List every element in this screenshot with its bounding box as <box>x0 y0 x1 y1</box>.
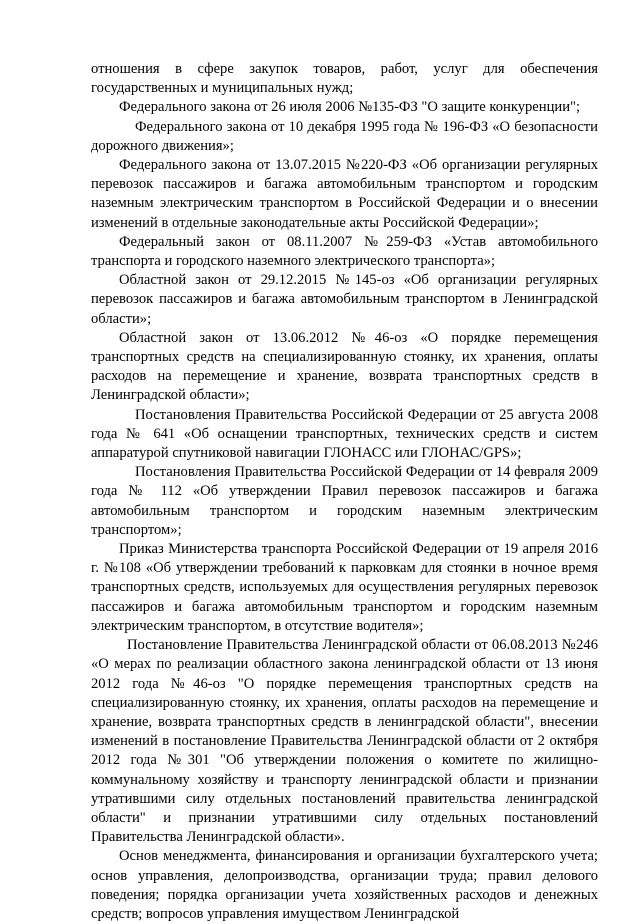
paragraph-resolution-246: Постановление Правительства Ленинградской области от 06.08.2013 №246 «О мерах по реализации областного закона ленинградской области от 13 июня 2012 года №46-оз "О порядке перемещения транспортных средств на специализированную стоянку, их хранения, оплаты расходов на перемещение и хранение, возврата транспортных средств в ленинградской области", внесении изменений в постановление Правительства Ленинградской области от 2 октября 2012 года №301 "Об утверждении положения о комитете по жилищно-коммунальному хозяйству и транспорту ленинградской области и признании утратившими силу отдельных постановлений правительства ленинградской области" и признании утратившими силу отдельных постановлений Правительства Ленинградской области». <box>91 637 598 846</box>
paragraph-procurement: отношения в сфере закупок товаров, работ, услуг для обеспечения государственных и муниципальных нужд; <box>91 61 598 97</box>
paragraph-law-135-fz: Федерального закона от 26 июля 2006 №135-ФЗ "О защите конкуренции"; <box>119 99 581 116</box>
paragraph-law-220-fz: Федерального закона от 13.07.2015 №220-ФЗ «Об организации регулярных перевозок пассажиров и багажа автомобильным транспортом и городским наземным электрическим транспортом в Российской Федерации и о внесении изменений в отдельные законодательные акты Российской Федерации»; <box>91 157 598 231</box>
paragraph-law-259-fz: Федеральный закон от 08.11.2007 №259-ФЗ «Устав автомобильного транспорта и городского наземного электрического транспорта»; <box>91 233 598 270</box>
paragraph-order-108: Приказ Министерства транспорта Российской Федерации от 19 апреля 2016 г. №108 «Об утверждении требований к парковкам для стоянки в ночное время транспортных средств, используемых для осуществления регулярных перевозок пассажиров и багажа автомобильным транспортом и городским наземным электрическим транспортом, в отсутствие водителя»; <box>91 541 598 634</box>
paragraph-resolution-641: Постановления Правительства Российской Федерации от 25 августа 2008 года № 641 «Об оснащении транспортных, технических средств и систем аппаратурой спутниковой навигации ГЛОНАСС или ГЛОНАС/GPS»; <box>91 406 598 462</box>
paragraph-resolution-112: Постановления Правительства Российской Федерации от 14 февраля 2009 года № 112 «Об утверждении Правил перевозок пассажиров и багажа автомобильным транспортом и городским наземным электрическим транспортом»; <box>91 464 598 538</box>
paragraph-regional-law-145-oz: Областной закон от 29.12.2015 №145-оз «Об организации регулярных перевозок пассажиров и багажа автомобильным транспортом в Ленинградской области»; <box>91 272 598 327</box>
paragraph-regional-law-46-oz: Областной закон от 13.06.2012 №46-оз «О порядке перемещения транспортных средств на специализированную стоянку, их хранения, оплаты расходов на перемещение и хранение, возврата транспортных средств в Ленинградской области»; <box>91 329 598 404</box>
paragraph-law-196-fz: Федерального закона от 10 декабря 1995 года № 196-ФЗ «О безопасности дорожного движения»; <box>91 118 598 154</box>
paragraph-management-basics: Основ менеджмента, финансирования и организации бухгалтерского учета; основ управления, делопроизводства, организации труда; правил делового поведения; порядка организации учета хозяйственных расходов и денежных средств; вопросов управления имуществом Ленинградской <box>91 848 598 922</box>
